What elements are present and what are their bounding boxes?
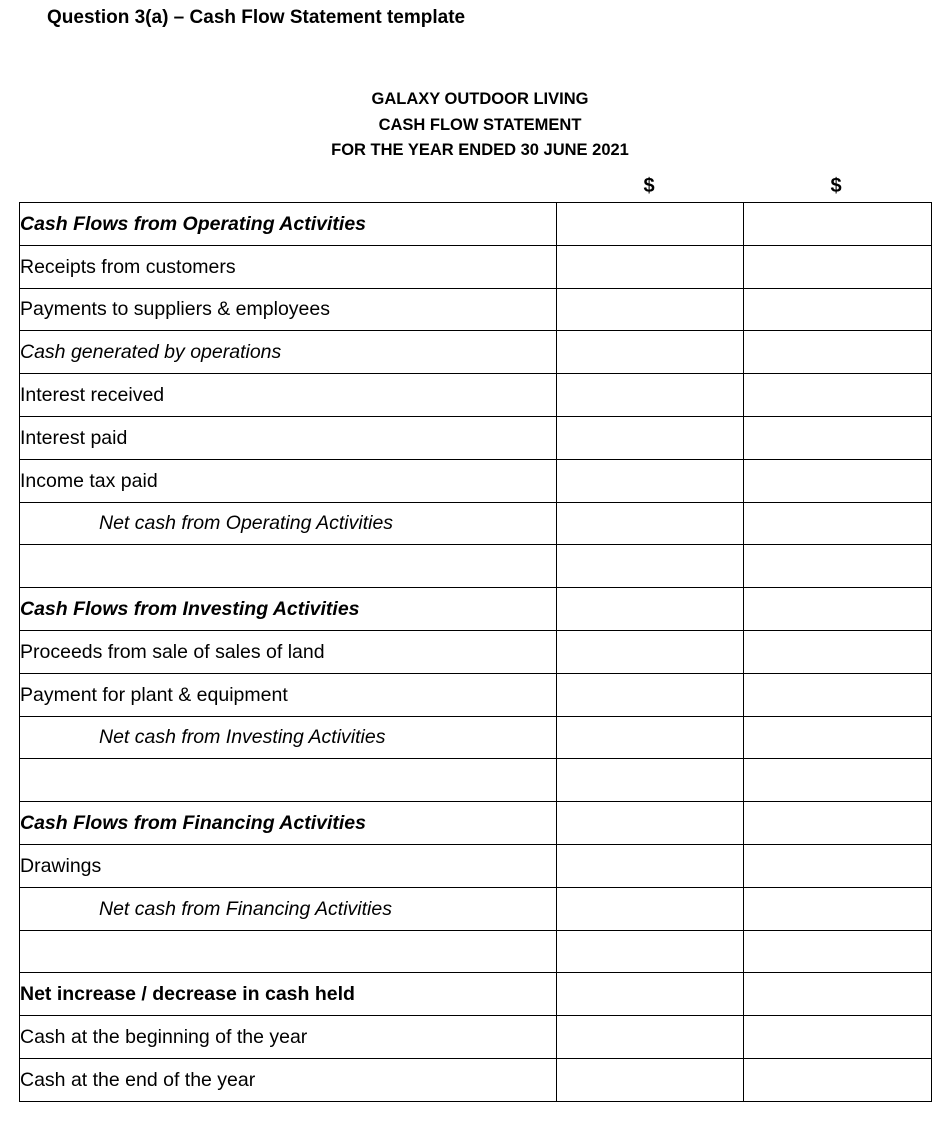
amount-cell[interactable]: [557, 716, 744, 759]
table-row: [20, 288, 932, 331]
table-row: [20, 416, 932, 459]
row-label-cash-generated-by-operations: Cash generated by operations: [20, 331, 557, 374]
row-label-receipts-from-customers: Receipts from customers: [20, 245, 557, 288]
table-row: [20, 588, 932, 631]
amount-cell[interactable]: [744, 545, 932, 588]
amount-cell[interactable]: [557, 673, 744, 716]
amount-column-1-currency: $: [643, 175, 655, 197]
amount-cell[interactable]: [744, 630, 932, 673]
row-label-net-cash-operating: Net cash from Operating Activities: [20, 502, 557, 545]
table-row-blank: [20, 759, 932, 802]
amount-cell[interactable]: [744, 288, 932, 331]
amount-cell[interactable]: [744, 759, 932, 802]
amount-cell[interactable]: [557, 502, 744, 545]
table-row: [20, 203, 932, 246]
row-label-payments-to-suppliers: Payments to suppliers & employees: [20, 288, 557, 331]
table-row: [20, 374, 932, 417]
cash-flow-table: [19, 202, 932, 1102]
table-row-blank: [20, 930, 932, 973]
row-label-blank: [20, 545, 557, 588]
section-heading-operating: Cash Flows from Operating Activities: [20, 203, 557, 246]
row-label-payment-for-plant-equipment: Payment for plant & equipment: [20, 673, 557, 716]
row-label-proceeds-from-sale-of-land: Proceeds from sale of sales of land: [20, 630, 557, 673]
statement-title: CASH FLOW STATEMENT: [378, 115, 582, 134]
amount-cell[interactable]: [744, 1058, 932, 1101]
amount-cell[interactable]: [744, 588, 932, 631]
question-title: Question 3(a) – Cash Flow Statement template: [47, 7, 466, 28]
amount-cell[interactable]: [557, 1058, 744, 1101]
section-heading-investing: Cash Flows from Investing Activities: [20, 588, 557, 631]
statement-period: FOR THE YEAR ENDED 30 JUNE 2021: [331, 141, 629, 159]
row-label-drawings: Drawings: [20, 844, 557, 887]
section-heading-financing: Cash Flows from Financing Activities: [20, 802, 557, 845]
amount-cell[interactable]: [744, 930, 932, 973]
row-label-net-cash-investing: Net cash from Investing Activities: [20, 716, 557, 759]
row-label-interest-received: Interest received: [20, 374, 557, 417]
table-row: [20, 1016, 932, 1059]
amount-cell[interactable]: [744, 802, 932, 845]
statement-heading: [0, 87, 952, 164]
row-label-blank: [20, 930, 557, 973]
table-row: [20, 716, 932, 759]
amount-cell[interactable]: [557, 374, 744, 417]
row-label-blank: [20, 759, 557, 802]
table-row-blank: [20, 545, 932, 588]
amount-cell[interactable]: [557, 288, 744, 331]
amount-cell[interactable]: [744, 245, 932, 288]
amount-cell[interactable]: [557, 930, 744, 973]
amount-cell[interactable]: [744, 887, 932, 930]
amount-cell[interactable]: [557, 245, 744, 288]
amount-cell[interactable]: [557, 1016, 744, 1059]
amount-cell[interactable]: [557, 887, 744, 930]
amount-cell[interactable]: [744, 502, 932, 545]
row-label-net-increase-decrease: Net increase / decrease in cash held: [20, 973, 557, 1016]
table-row: [20, 630, 932, 673]
amount-column-2-currency: $: [830, 175, 842, 197]
amount-cell[interactable]: [557, 331, 744, 374]
amount-cell[interactable]: [557, 844, 744, 887]
amount-cell[interactable]: [744, 973, 932, 1016]
amount-cell[interactable]: [744, 673, 932, 716]
company-name: GALAXY OUTDOOR LIVING: [371, 90, 589, 108]
table-row: [20, 459, 932, 502]
row-label-cash-at-beginning: Cash at the beginning of the year: [20, 1016, 557, 1059]
table-row: [20, 802, 932, 845]
amount-cell[interactable]: [744, 716, 932, 759]
amount-cell[interactable]: [557, 203, 744, 246]
row-label-cash-at-end: Cash at the end of the year: [20, 1058, 557, 1101]
table-row: [20, 844, 932, 887]
row-label-interest-paid: Interest paid: [20, 416, 557, 459]
table-row: [20, 673, 932, 716]
amount-cell[interactable]: [557, 973, 744, 1016]
amount-cell[interactable]: [744, 331, 932, 374]
amount-cell[interactable]: [744, 203, 932, 246]
row-label-income-tax-paid: Income tax paid: [20, 459, 557, 502]
table-row: [20, 1058, 932, 1101]
table-row: [20, 331, 932, 374]
amount-cell[interactable]: [744, 459, 932, 502]
amount-cell[interactable]: [557, 802, 744, 845]
row-label-net-cash-financing: Net cash from Financing Activities: [20, 887, 557, 930]
table-row: [20, 973, 932, 1016]
table-row: [20, 887, 932, 930]
amount-cell[interactable]: [557, 759, 744, 802]
amount-cell[interactable]: [557, 588, 744, 631]
amount-cell[interactable]: [557, 545, 744, 588]
amount-cell[interactable]: [557, 416, 744, 459]
amount-cell[interactable]: [744, 844, 932, 887]
amount-cell[interactable]: [557, 459, 744, 502]
table-row: [20, 245, 932, 288]
table-row: [20, 502, 932, 545]
amount-cell[interactable]: [744, 416, 932, 459]
amount-cell[interactable]: [557, 630, 744, 673]
amount-cell[interactable]: [744, 1016, 932, 1059]
amount-cell[interactable]: [744, 374, 932, 417]
